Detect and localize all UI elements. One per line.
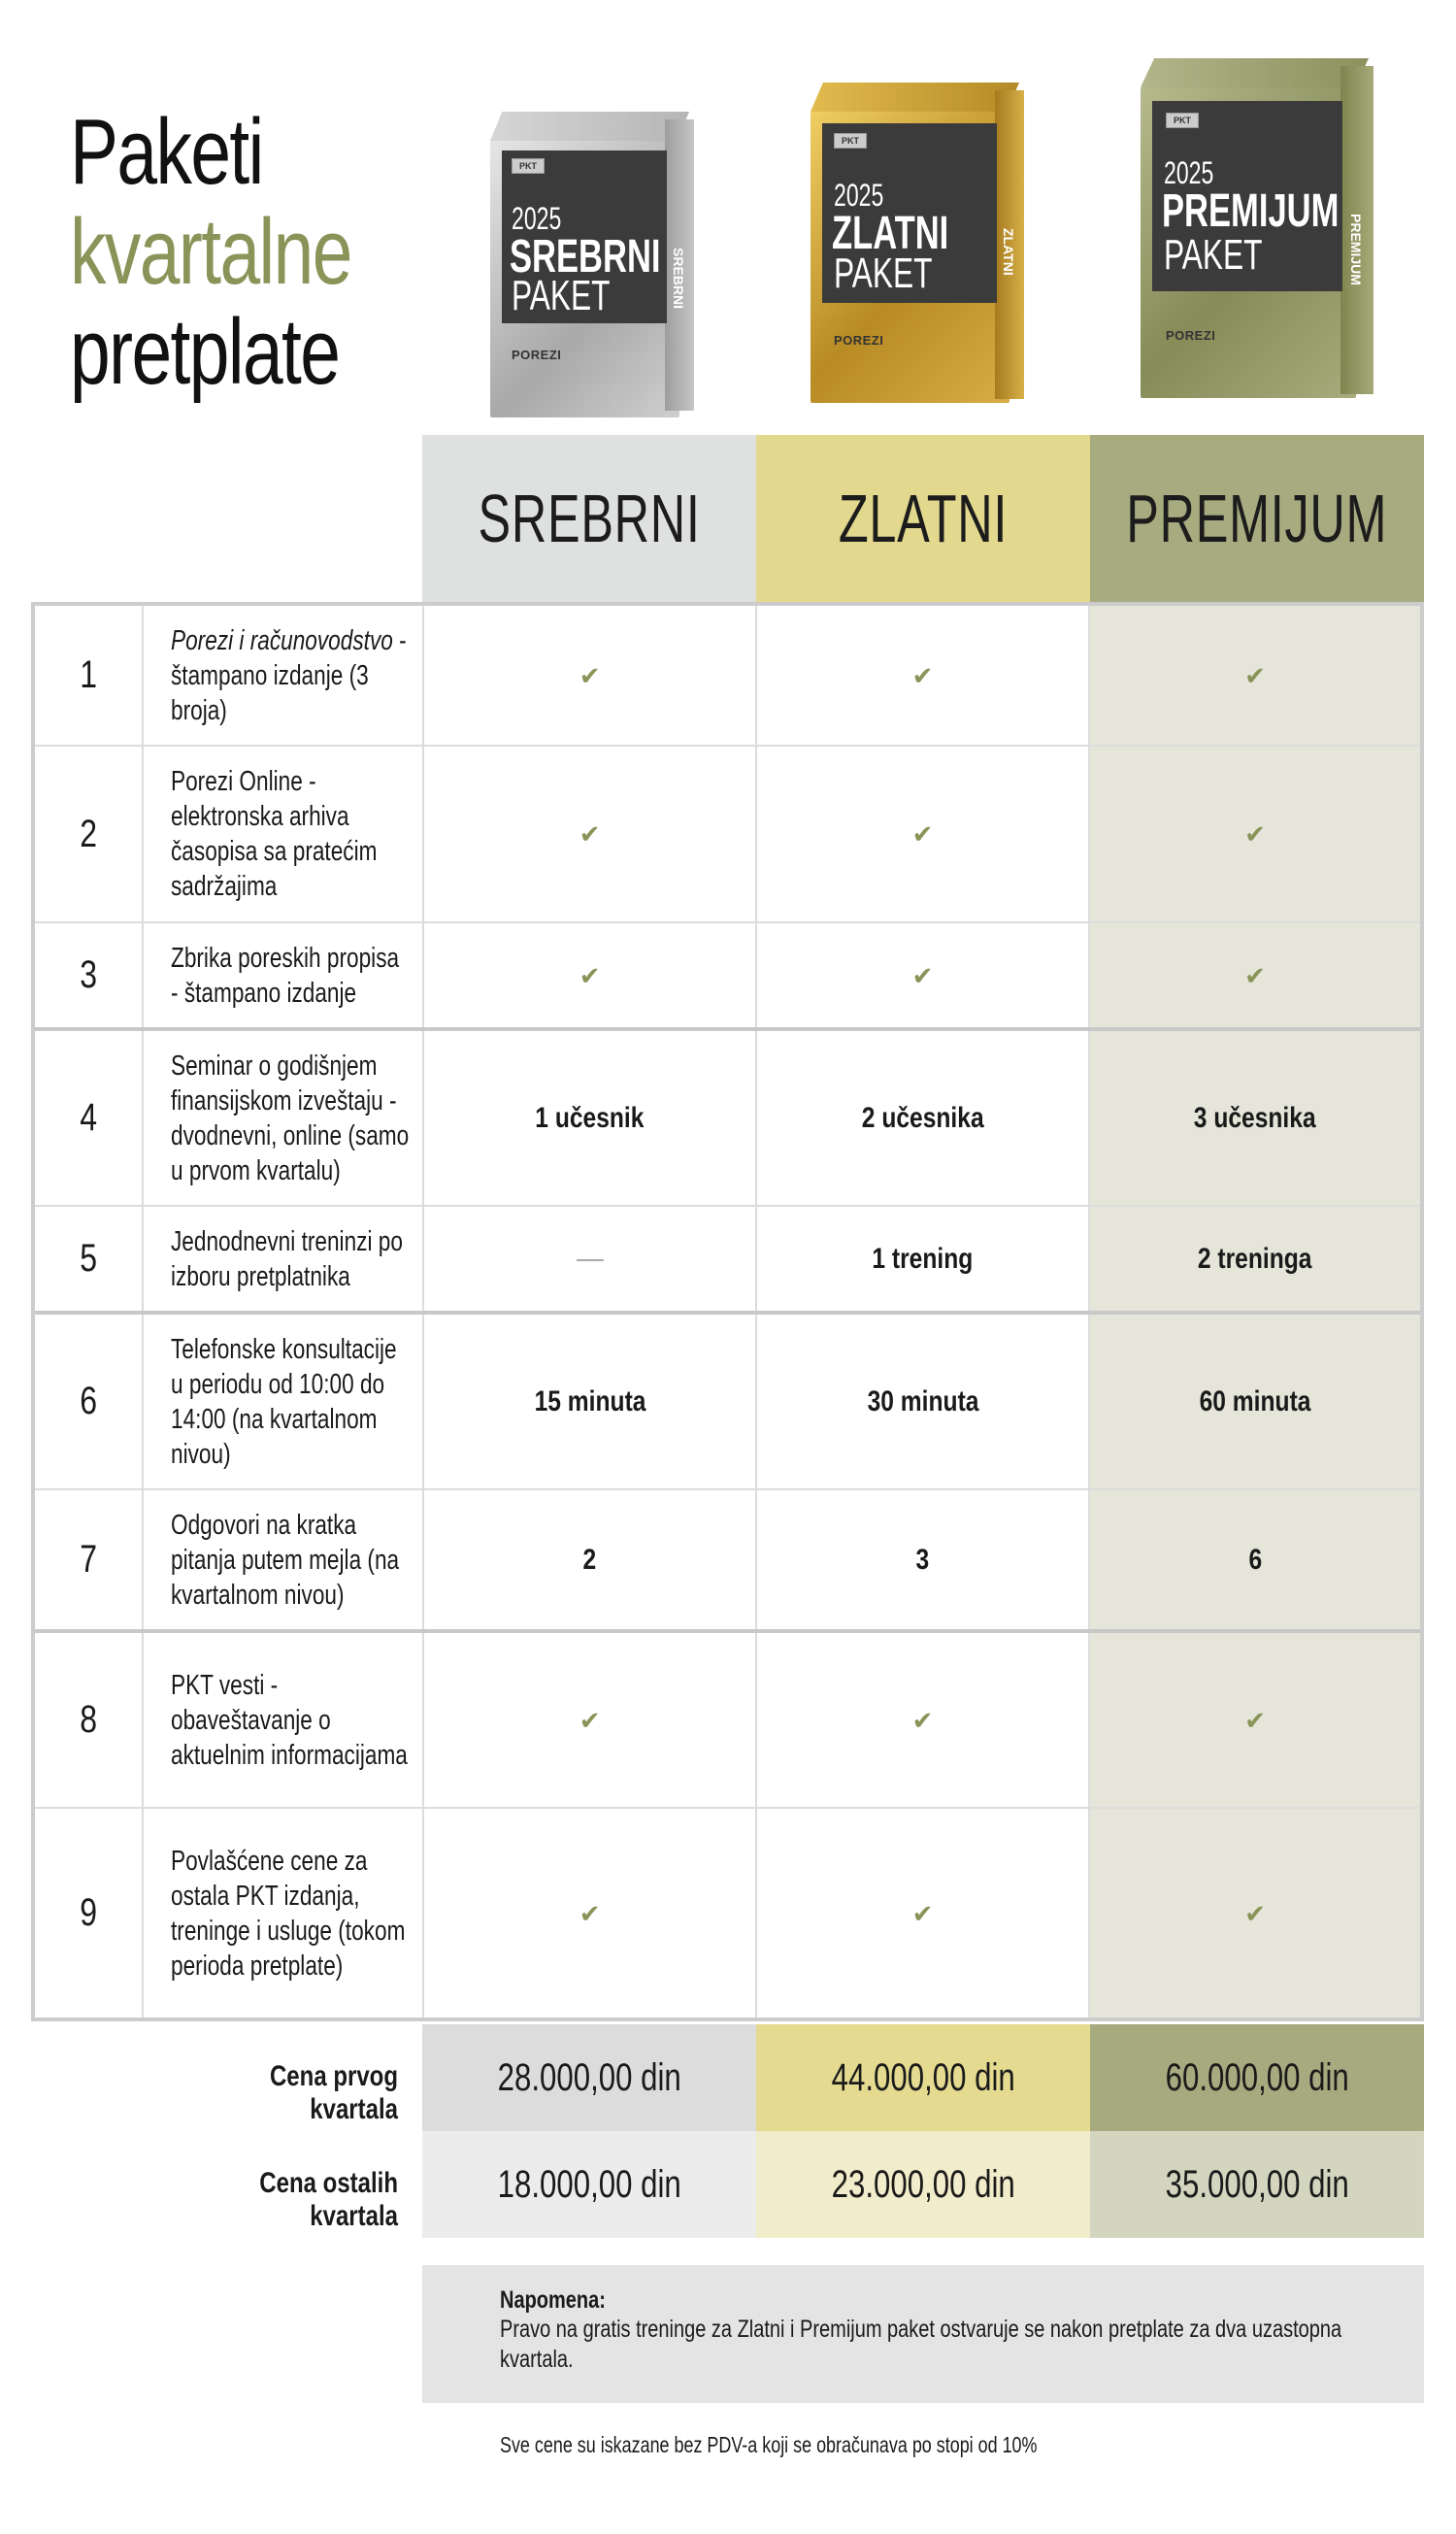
check-icon: ✔ bbox=[579, 960, 601, 990]
row-number: 4 bbox=[33, 1029, 143, 1206]
row-value-premijum: 6 bbox=[1089, 1489, 1422, 1631]
note-box bbox=[422, 2265, 1424, 2403]
check-icon: ✔ bbox=[579, 660, 601, 690]
check-icon: ✔ bbox=[911, 1705, 934, 1735]
price-other-label: Cena ostalih kvartala bbox=[259, 2167, 398, 2232]
row-number: 7 bbox=[33, 1489, 143, 1631]
column-header-premijum bbox=[1090, 435, 1424, 602]
column-header-label: SREBRNI bbox=[478, 481, 701, 556]
check-icon: ✔ bbox=[1244, 960, 1266, 990]
row-value-zlatni: 3 bbox=[756, 1489, 1089, 1631]
features-table bbox=[31, 602, 1424, 2021]
row-value-premijum bbox=[1089, 1631, 1422, 1808]
row-value-srebrni bbox=[423, 1206, 756, 1313]
table-row bbox=[33, 1029, 1422, 1206]
note-body: Pravo na gratis treninge za Zlatni i Premijum paket ostvaruje se nakon pretplate za dva uzastopna kvartala. bbox=[500, 2316, 1342, 2373]
row-value-srebrni bbox=[423, 1631, 756, 1808]
price-other-premijum: 35.000,00 din bbox=[1090, 2131, 1424, 2238]
check-icon: ✔ bbox=[579, 1898, 601, 1928]
box-spine: ZLATNI bbox=[1001, 228, 1016, 276]
table-row bbox=[33, 1631, 1422, 1808]
row-value-zlatni bbox=[756, 604, 1089, 746]
box-paket: PAKET bbox=[512, 272, 611, 319]
column-header-zlatni bbox=[756, 435, 1090, 602]
box-name: ZLATNI bbox=[832, 208, 949, 259]
row-value-premijum bbox=[1089, 1808, 1422, 2019]
price-first-srebrni: 28.000,00 din bbox=[422, 2024, 756, 2131]
row-value-srebrni bbox=[423, 922, 756, 1029]
box-paket: PAKET bbox=[834, 250, 933, 297]
price-other-srebrni: 18.000,00 din bbox=[422, 2131, 756, 2238]
column-header-label: ZLATNI bbox=[838, 481, 1009, 556]
row-description: Zbrika poreskih propisa - štampano izdanje bbox=[143, 922, 424, 1029]
table-row bbox=[33, 746, 1422, 922]
row-number: 5 bbox=[33, 1206, 143, 1313]
check-icon: ✔ bbox=[579, 819, 601, 849]
row-value-zlatni bbox=[756, 1631, 1089, 1808]
box-brand: POREZI bbox=[834, 333, 884, 348]
row-number: 8 bbox=[33, 1631, 143, 1808]
table-row bbox=[33, 604, 1422, 746]
check-icon: ✔ bbox=[1244, 819, 1266, 849]
box-zlatni-image bbox=[811, 83, 1024, 432]
row-value-srebrni: 1 učesnik bbox=[423, 1029, 756, 1206]
price-first-label: Cena prvog kvartala bbox=[269, 2060, 398, 2125]
row-number: 9 bbox=[33, 1808, 143, 2019]
footer-vat-note: Sve cene su iskazane bez PDV-a koji se obračunava po stopi od 10% bbox=[500, 2432, 1038, 2457]
row-value-srebrni bbox=[423, 746, 756, 922]
price-first-zlatni: 44.000,00 din bbox=[756, 2024, 1090, 2131]
table-row bbox=[33, 1808, 1422, 2019]
row-number: 6 bbox=[33, 1313, 143, 1489]
row-value-srebrni: 2 bbox=[423, 1489, 756, 1631]
table-row bbox=[33, 1489, 1422, 1631]
box-paket: PAKET bbox=[1164, 231, 1263, 279]
dash-icon bbox=[577, 1259, 604, 1261]
box-name: SREBRNI bbox=[510, 231, 661, 283]
row-description: Porezi Online - elektronska arhiva časopisa sa pratećim sadržajima bbox=[143, 746, 424, 922]
row-value-premijum: 2 treninga bbox=[1089, 1206, 1422, 1313]
row-value-premijum: 60 minuta bbox=[1089, 1313, 1422, 1489]
box-srebrni-image bbox=[490, 112, 694, 432]
check-icon: ✔ bbox=[579, 1705, 601, 1735]
check-icon: ✔ bbox=[911, 960, 934, 990]
box-year: 2025 bbox=[834, 178, 884, 213]
column-header-srebrni bbox=[422, 435, 756, 602]
row-description: Odgovori na kratka pitanja putem mejla (na kvartalnom nivou) bbox=[143, 1489, 424, 1631]
check-icon: ✔ bbox=[1244, 660, 1266, 690]
row-value-zlatni bbox=[756, 922, 1089, 1029]
price-other-zlatni: 23.000,00 din bbox=[756, 2131, 1090, 2238]
page-title bbox=[70, 102, 351, 402]
box-year: 2025 bbox=[512, 201, 562, 236]
note-title: Napomena: bbox=[500, 2286, 606, 2314]
title-line-2: kvartalne bbox=[70, 200, 351, 304]
check-icon: ✔ bbox=[1244, 1898, 1266, 1928]
table-row bbox=[33, 922, 1422, 1029]
row-value-premijum bbox=[1089, 922, 1422, 1029]
box-spine: SREBRNI bbox=[671, 248, 686, 310]
row-value-zlatni: 1 trening bbox=[756, 1206, 1089, 1313]
row-value-premijum bbox=[1089, 746, 1422, 922]
table-row bbox=[33, 1313, 1422, 1489]
title-line-3: pretplate bbox=[70, 300, 340, 404]
column-header-label: PREMIJUM bbox=[1126, 481, 1388, 556]
box-year: 2025 bbox=[1164, 155, 1214, 190]
pkt-logo-icon: PKT bbox=[834, 133, 867, 149]
row-value-srebrni bbox=[423, 604, 756, 746]
row-description: Telefonske konsultacije u periodu od 10:00 do 14:00 (na kvartalnom nivou) bbox=[143, 1313, 424, 1489]
box-brand: POREZI bbox=[1166, 328, 1216, 343]
row-value-zlatni bbox=[756, 746, 1089, 922]
pkt-logo-icon: PKT bbox=[1166, 113, 1199, 128]
check-icon: ✔ bbox=[911, 819, 934, 849]
row-description: Jednodnevni treninzi po izboru pretplatnika bbox=[143, 1206, 424, 1313]
box-spine: PREMIJUM bbox=[1348, 214, 1364, 285]
title-line-1: Paketi bbox=[70, 100, 263, 204]
pkt-logo-icon: PKT bbox=[512, 158, 545, 174]
box-premijum-image bbox=[1141, 58, 1373, 432]
row-value-srebrni: 15 minuta bbox=[423, 1313, 756, 1489]
check-icon: ✔ bbox=[911, 660, 934, 690]
row-value-zlatni: 30 minuta bbox=[756, 1313, 1089, 1489]
row-value-zlatni: 2 učesnika bbox=[756, 1029, 1089, 1206]
row-number: 3 bbox=[33, 922, 143, 1029]
box-brand: POREZI bbox=[512, 348, 562, 362]
check-icon: ✔ bbox=[1244, 1705, 1266, 1735]
row-number: 1 bbox=[33, 604, 143, 746]
table-row bbox=[33, 1206, 1422, 1313]
row-value-premijum bbox=[1089, 604, 1422, 746]
check-icon: ✔ bbox=[911, 1898, 934, 1928]
row-value-srebrni bbox=[423, 1808, 756, 2019]
row-description: Povlašćene cene za ostala PKT izdanja, treninge i usluge (tokom perioda pretplate) bbox=[143, 1808, 424, 2019]
row-description: Porezi i računovodstvo - štampano izdanje (3 broja) bbox=[143, 604, 424, 746]
row-description: Seminar o godišnjem finansijskom izveštaju - dvodnevni, online (samo u prvom kvartalu) bbox=[143, 1029, 424, 1206]
box-name: PREMIJUM bbox=[1162, 185, 1340, 237]
row-number: 2 bbox=[33, 746, 143, 922]
row-value-premijum: 3 učesnika bbox=[1089, 1029, 1422, 1206]
row-description: PKT vesti - obaveštavanje o aktuelnim informacijama bbox=[143, 1631, 424, 1808]
price-first-premijum: 60.000,00 din bbox=[1090, 2024, 1424, 2131]
row-value-zlatni bbox=[756, 1808, 1089, 2019]
